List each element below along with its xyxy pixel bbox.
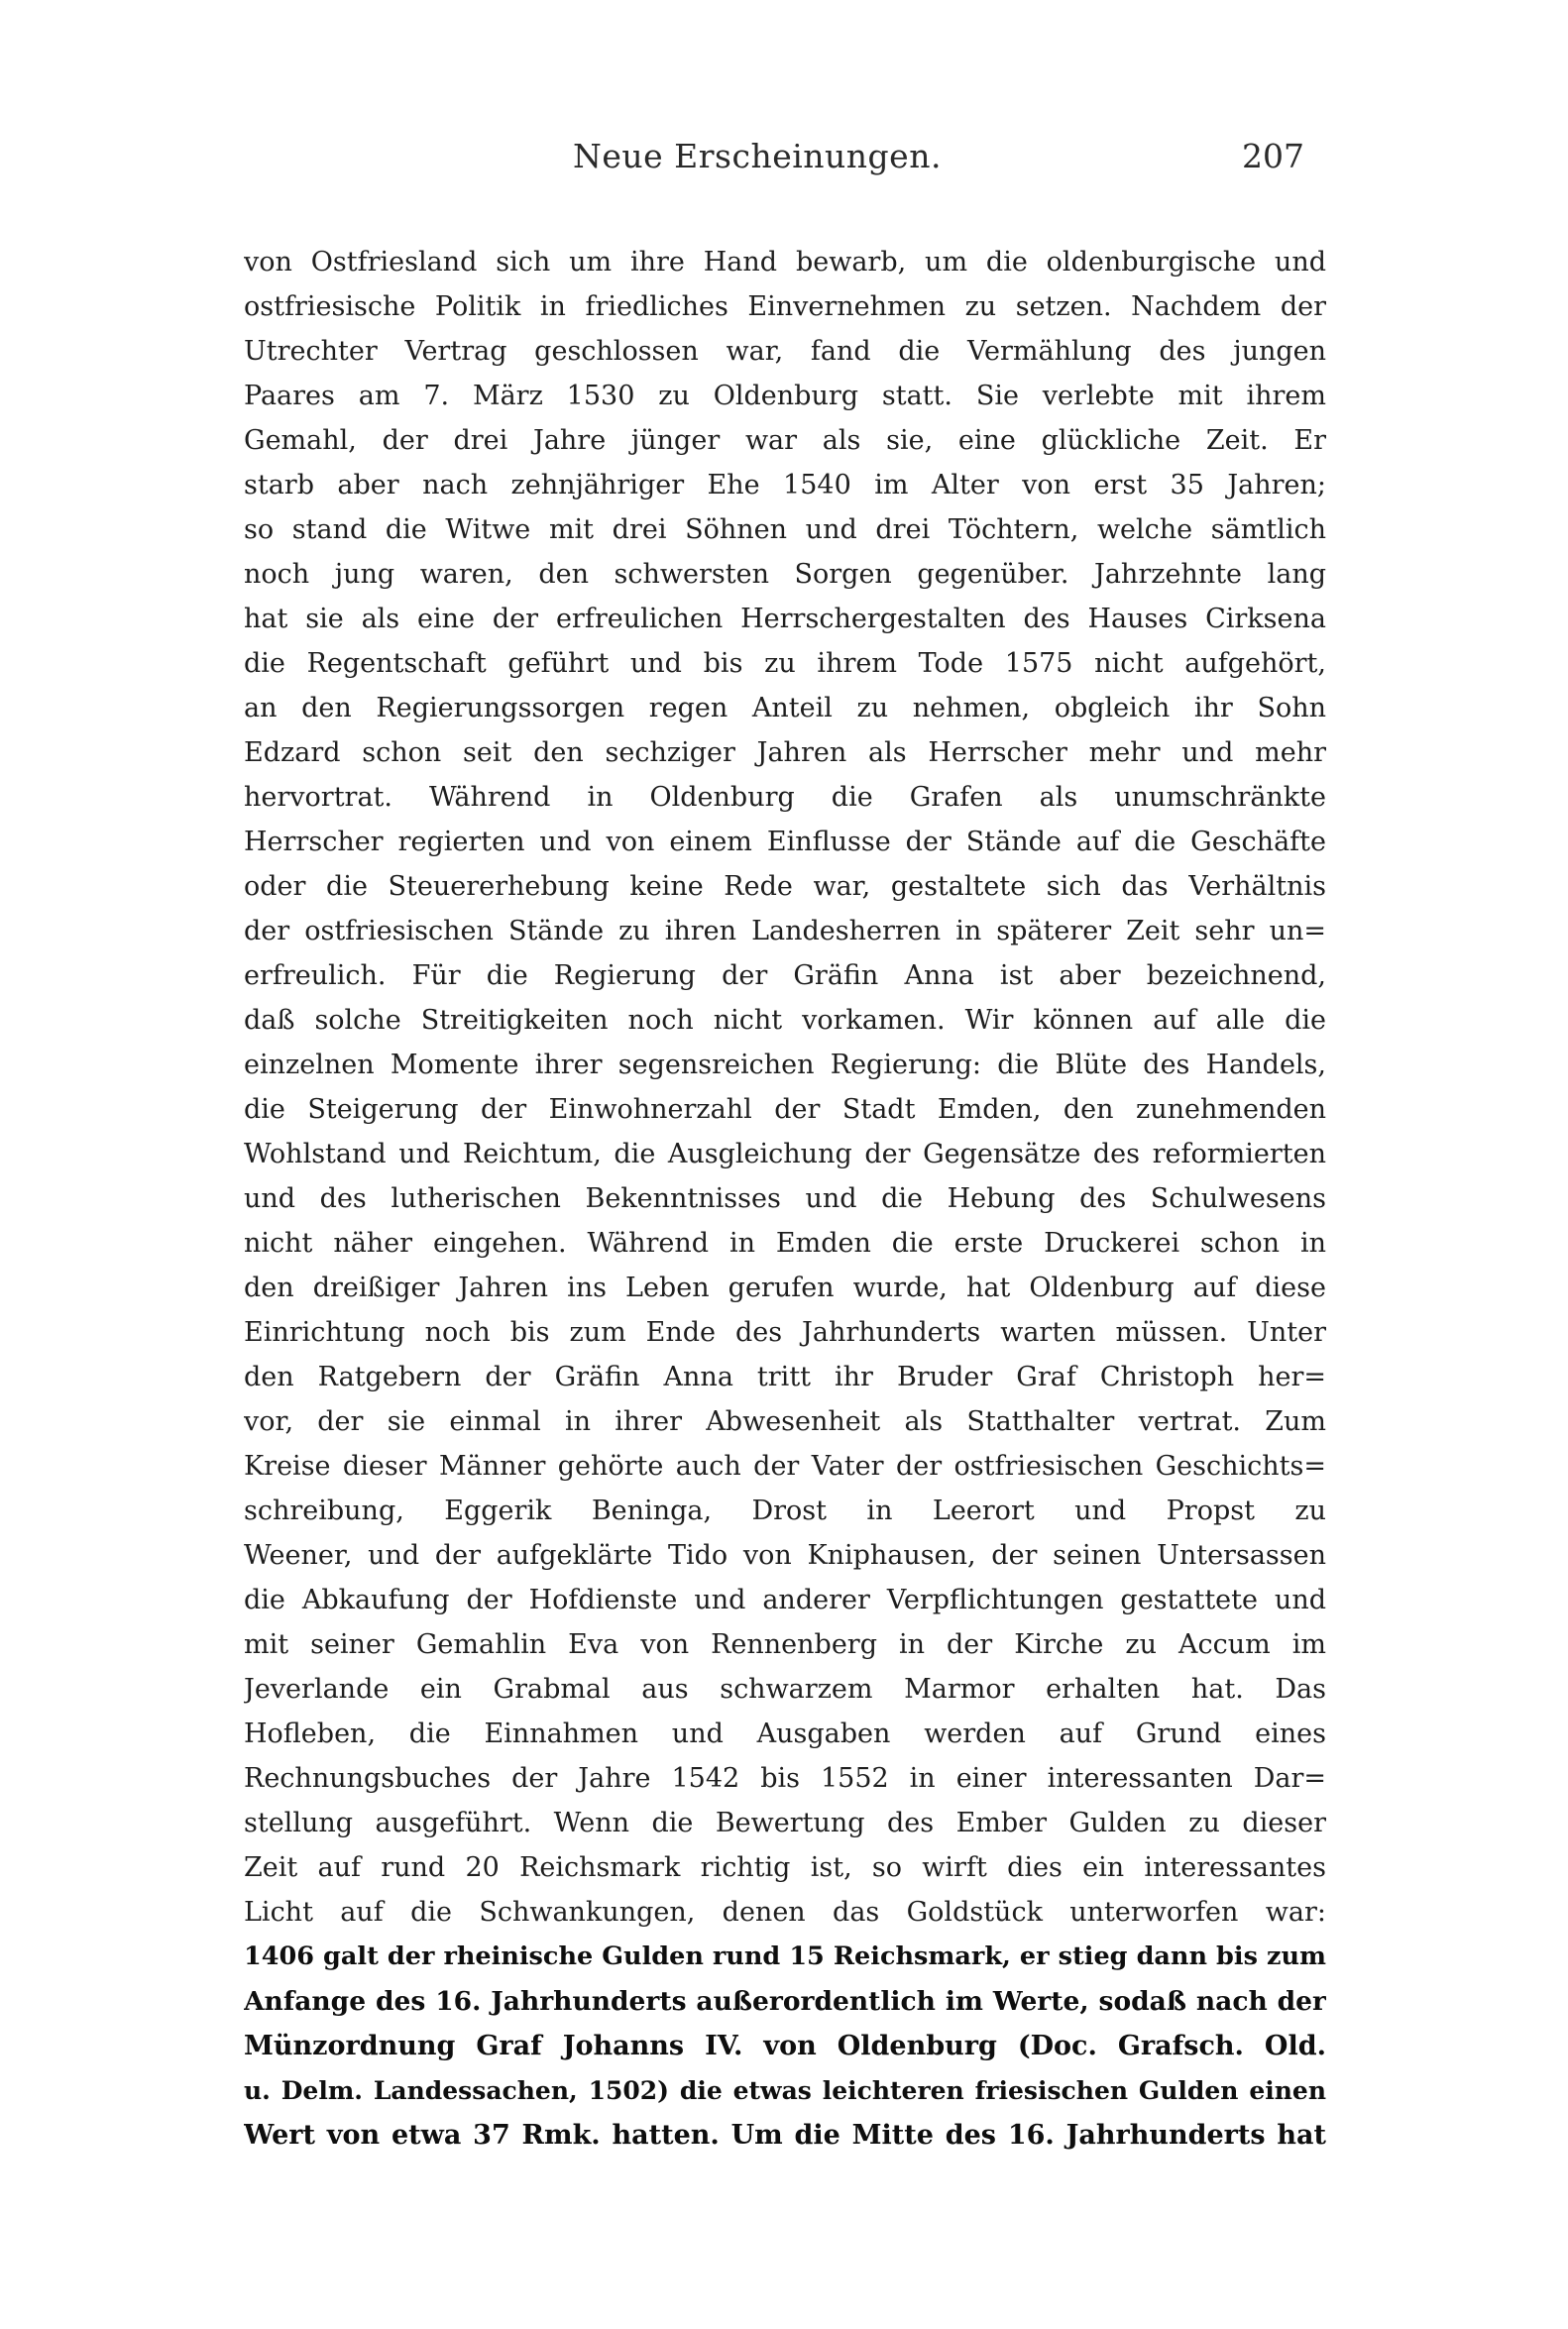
text-line: Zeit auf rund 20 Reichsmark richtig ist, so wirft dies ein interessantes [244,1852,1326,1883]
text-line: Jeverlande ein Grabmal aus schwarzem Marmor erhalten hat. Das [244,1674,1326,1705]
text-line: die Steigerung der Einwohnerzahl der Stadt Emden, den zunehmenden [244,1094,1326,1125]
text-line: Gemahl, der drei Jahre jünger war als sie, eine glückliche Zeit. Er [244,425,1326,456]
text-line: oder die Steuererhebung keine Rede war, gestaltete sich das Verhältnis [244,871,1326,902]
text-line: schreibung, Eggerik Beninga, Drost in Leerort und Propst zu [244,1496,1326,1526]
text-line: stellung ausgeführt. Wenn die Bewertung des Ember Gulden zu dieser [244,1808,1326,1838]
text-line: Licht auf die Schwankungen, denen das Goldstück unterworfen war: [244,1897,1326,1928]
text-line: Anfange des 16. Jahrhunderts außerordentlich im Werte, sodaß nach der [244,1986,1326,2017]
text-line: den Ratgebern der Gräfin Anna tritt ihr Bruder Graf Christoph her= [244,1362,1326,1392]
text-line: ostfriesische Politik in friedliches Einvernehmen zu setzen. Nachdem der [244,291,1326,322]
text-line: 1406 galt der rheinische Gulden rund 15 Reichsmark, er stieg dann bis zum [244,1941,1326,1971]
text-line: und des lutherischen Bekenntnisses und die Hebung des Schulwesens [244,1183,1326,1214]
text-line: Herrscher regierten und von einem Einflusse der Stände auf die Geschäfte [244,827,1326,857]
text-line: Wohlstand und Reichtum, die Ausgleichung der Gegensätze des reformierten [244,1139,1326,1169]
text-line: noch jung waren, den schwersten Sorgen gegenüber. Jahrzehnte lang [244,559,1326,590]
text-line: den dreißiger Jahren ins Leben gerufen wurde, hat Oldenburg auf diese [244,1273,1326,1303]
text-line: hat sie als eine der erfreulichen Herrschergestalten des Hauses Cirksena [244,604,1326,634]
text-line: Weener, und der aufgeklärte Tido von Kniphausen, der seinen Untersassen [244,1540,1326,1571]
text-line: Rechnungsbuches der Jahre 1542 bis 1552 in einer interessanten Dar= [244,1763,1326,1794]
text-line: vor, der sie einmal in ihrer Abwesenheit als Statthalter vertrat. Zum [244,1406,1326,1437]
text-line: nicht näher eingehen. Während in Emden die erste Druckerei schon in [244,1228,1326,1259]
text-line: mit seiner Gemahlin Eva von Rennenberg in der Kirche zu Accum im [244,1629,1326,1660]
page-number: 207 [1242,137,1304,175]
text-line: Edzard schon seit den sechziger Jahren als Herrscher mehr und mehr [244,737,1326,768]
text-line: Einrichtung noch bis zum Ende des Jahrhunderts warten müssen. Unter [244,1317,1326,1348]
text-line: von Ostfriesland sich um ihre Hand bewarb, um die oldenburgische und [244,247,1326,277]
text-line: Kreise dieser Männer gehörte auch der Vater der ostfriesischen Geschichts= [244,1451,1326,1482]
text-line: einzelnen Momente ihrer segensreichen Regierung: die Blüte des Handels, [244,1050,1326,1080]
text-line: an den Regierungssorgen regen Anteil zu nehmen, obgleich ihr Sohn [244,693,1326,723]
text-line: erfreulich. Für die Regierung der Gräfin Anna ist aber bezeichnend, [244,960,1326,991]
text-line: hervortrat. Während in Oldenburg die Grafen als unumschränkte [244,782,1326,813]
text-line: die Abkaufung der Hofdienste und anderer Verpflichtungen gestattete und [244,1585,1326,1615]
text-line: die Regentschaft geführt und bis zu ihrem Tode 1575 nicht aufgehört, [244,648,1326,679]
text-line: Wert von etwa 37 Rmk. hatten. Um die Mitte des 16. Jahrhunderts hat [244,2120,1326,2151]
text-line: der ostfriesischen Stände zu ihren Landesherren in späterer Zeit sehr un= [244,916,1326,946]
page-header [244,137,1304,186]
text-line: Utrechter Vertrag geschlossen war, fand die Vermählung des jungen [244,336,1326,367]
text-line: Hofleben, die Einnahmen und Ausgaben werden auf Grund eines [244,1719,1326,1749]
text-line: Paares am 7. März 1530 zu Oldenburg statt. Sie verlebte mit ihrem [244,381,1326,411]
text-line: daß solche Streitigkeiten noch nicht vorkamen. Wir können auf alle die [244,1005,1326,1036]
running-title: Neue Erscheinungen. [573,137,942,175]
text-line: starb aber nach zehnjähriger Ehe 1540 im Alter von erst 35 Jahren; [244,470,1326,500]
text-line: so stand die Witwe mit drei Söhnen und drei Töchtern, welche sämtlich [244,514,1326,545]
text-line: Münzordnung Graf Johanns IV. von Oldenburg (Doc. Grafsch. Old. [244,2031,1326,2061]
text-line: u. Delm. Landessachen, 1502) die etwas leichteren friesischen Gulden einen [244,2076,1326,2105]
body-text [244,240,1326,2158]
